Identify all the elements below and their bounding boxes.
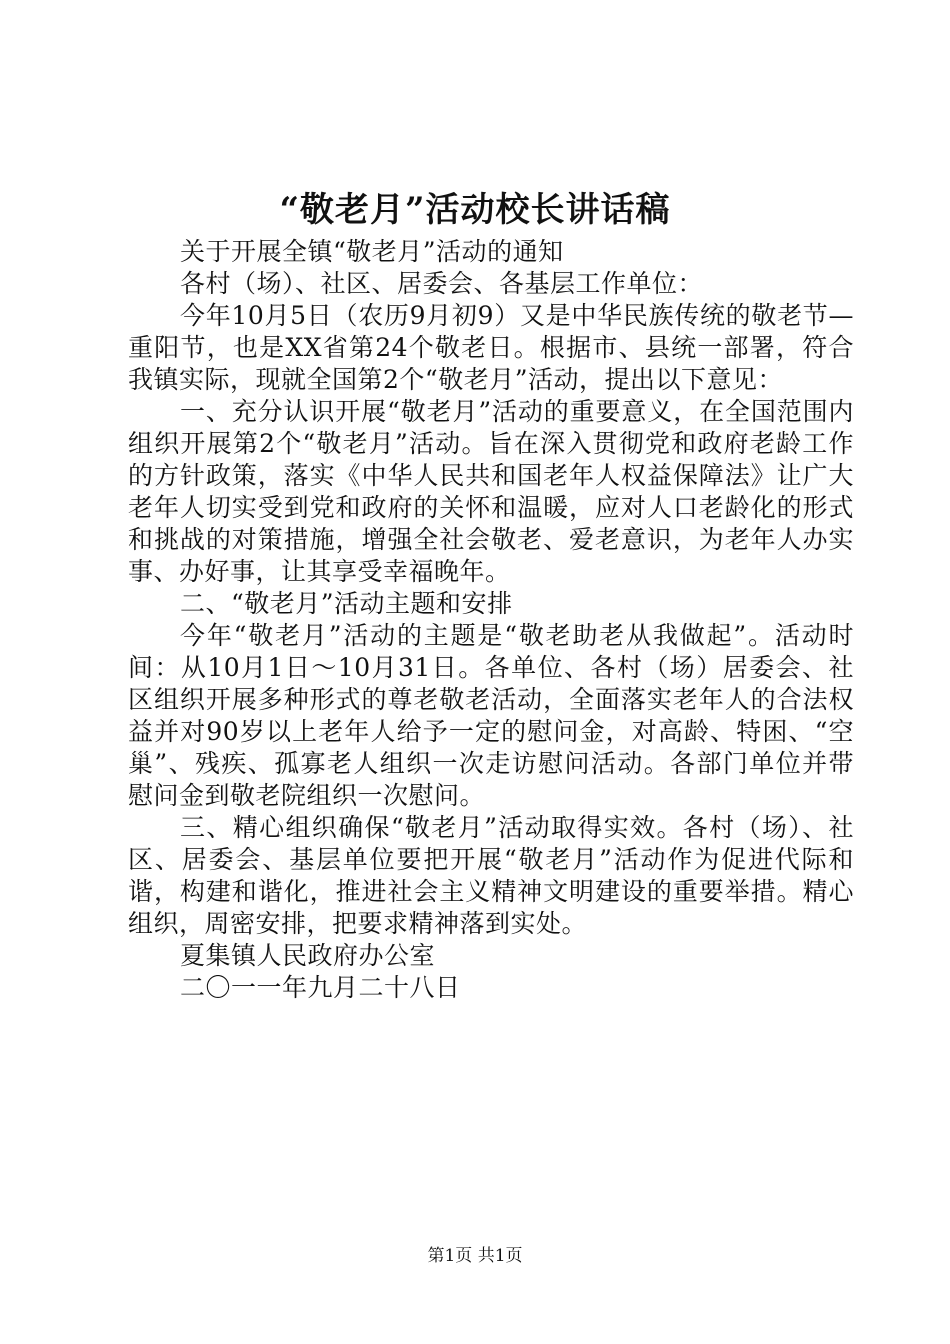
section-one-paragraph: 一、充分认识开展“敬老月”活动的重要意义，在全国范围内组织开展第2个“敬老月”活动。旨在深入贯彻党和政府老龄工作的方针政策，落实《中华人民共和国老年人权益保障法》让广大老年人切实受到党和政府的关怀和温暖，应对人口老龄化的形式和挑战的对策措施，增强全社会敬老、爱老意识，为老年人办实事、办好事，让其享受幸福晚年。: [128, 397, 854, 586]
intro-paragraph: 今年10月5日（农历9月初9）又是中华民族传统的敬老节—重阳节，也是XX省第24个敬老日。根据市、县统一部署，符合我镇实际，现就全国第2个“敬老月”活动，提出以下意见：: [128, 301, 854, 394]
date-line: 二〇一一年九月二十八日: [180, 973, 461, 1002]
addressee-line: 各村（场）、社区、居委会、各基层工作单位：: [180, 269, 704, 298]
notice-heading: 关于开展全镇“敬老月”活动的通知: [180, 237, 564, 266]
document-body: [128, 236, 854, 1004]
section-two-heading: 二、“敬老月”活动主题和安排: [180, 589, 513, 618]
document-title: “敬老月”活动校长讲话稿: [279, 190, 671, 230]
section-two-paragraph: 今年“敬老月”活动的主题是“敬老助老从我做起”。活动时间：从10月1日～10月31日。各单位、各村（场）居委会、社区组织开展多种形式的尊老敬老活动，全面落实老年人的合法权益并对90岁以上老年人给予一定的慰问金，对高龄、特困、“空巢”、残疾、孤寡老人组织一次走访慰问活动。各部门单位并带慰问金到敬老院组织一次慰问。: [128, 621, 854, 810]
issuer-line: 夏集镇人民政府办公室: [180, 941, 436, 970]
section-three-paragraph: 三、精心组织确保“敬老月”活动取得实效。各村（场）、社区、居委会、基层单位要把开展“敬老月”活动作为促进代际和谐，构建和谐化，推进社会主义精神文明建设的重要举措。精心组织，周密安排，把要求精神落到实处。: [128, 813, 854, 938]
page-footer: 第1页 共1页: [427, 1246, 523, 1266]
